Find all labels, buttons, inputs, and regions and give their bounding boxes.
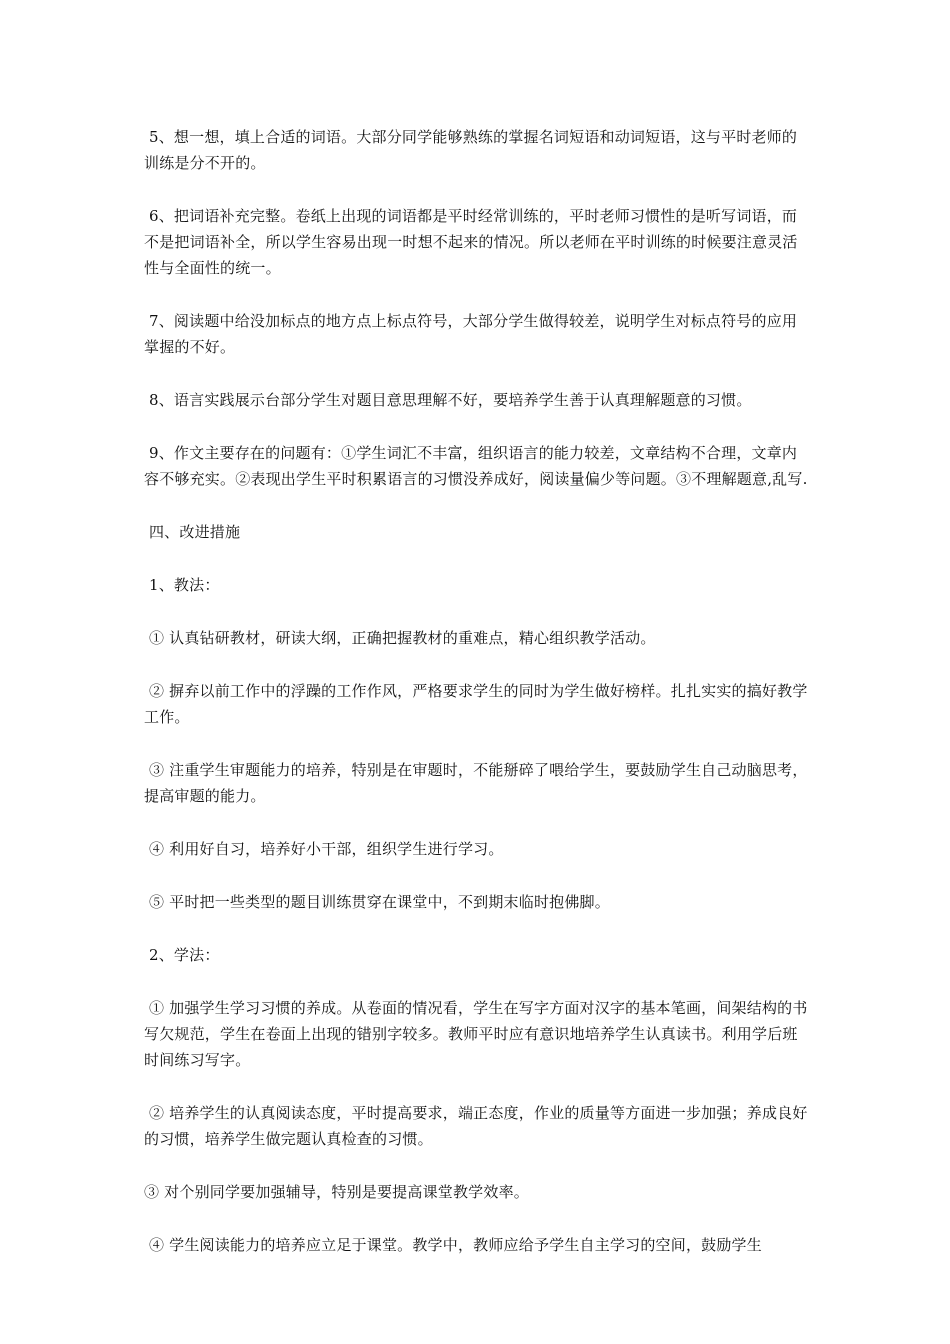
paragraph-item-7-punctuation: 7、阅读题中给没加标点的地方点上标点符号，大部分学生做得较差，说明学生对标点符号的应用掌握的不好。: [144, 312, 798, 356]
teaching-method-2: ② 摒弃以前工作中的浮躁的工作作风，严格要求学生的同时为学生做好榜样。扎扎实实的搞好教学工作。: [144, 682, 808, 726]
learning-method-1: ① 加强学生学习习惯的养成。从卷面的情况看，学生在写字方面对汉字的基本笔画，间架结构的书写欠规范，学生在卷面上出现的错别字较多。教师平时应有意识地培养学生认真读书。利用学后班时间练习写字。: [144, 999, 808, 1069]
teaching-method-1: ① 认真钻研教材，研读大纲，正确把握教材的重难点，精心组织教学活动。: [144, 629, 656, 647]
document-body: [144, 124, 810, 1285]
learning-method-2: ② 培养学生的认真阅读态度，平时提高要求，端正态度，作业的质量等方面进一步加强；养成良好的习惯，培养学生做完题认真检查的习惯。: [144, 1104, 808, 1148]
subheading-teaching-methods: 1、教法：: [144, 576, 220, 594]
subheading-learning-methods: 2、学法：: [144, 946, 220, 964]
learning-method-3: ③ 对个别同学要加强辅导，特别是要提高课堂教学效率。: [144, 1183, 529, 1201]
teaching-method-5: ⑤ 平时把一些类型的题目训练贯穿在课堂中，不到期末临时抱佛脚。: [144, 893, 610, 911]
paragraph-item-9-composition: 9、作文主要存在的问题有：①学生词汇不丰富，组织语言的能力较差，文章结构不合理，文章内容不够充实。②表现出学生平时积累语言的习惯没养成好，阅读量偏少等问题。③不理解题意,乱写.: [144, 444, 808, 488]
teaching-method-4: ④ 利用好自习，培养好小干部，组织学生进行学习。: [144, 840, 504, 858]
paragraph-item-6-word-completion: 6、把词语补充完整。卷纸上出现的词语都是平时经常训练的，平时老师习惯性的是听写词语，而不是把词语补全，所以学生容易出现一时想不起来的情况。所以老师在平时训练的时候要注意灵活性与全面性的统一。: [144, 207, 798, 277]
section-heading-improvement-measures: 四、改进措施: [144, 523, 241, 541]
paragraph-item-8-language-practice: 8、语言实践展示台部分学生对题目意思理解不好，要培养学生善于认真理解题意的习惯。: [144, 391, 752, 409]
paragraph-item-5-word-filling: 5、想一想，填上合适的词语。大部分同学能够熟练的掌握名词短语和动词短语，这与平时老师的训练是分不开的。: [144, 128, 798, 172]
teaching-method-3: ③ 注重学生审题能力的培养，特别是在审题时，不能掰碎了喂给学生，要鼓励学生自己动脑思考，提高审题的能力。: [144, 761, 808, 805]
learning-method-4: ④ 学生阅读能力的培养应立足于课堂。教学中，教师应给予学生自主学习的空间，鼓励学生: [144, 1236, 762, 1254]
